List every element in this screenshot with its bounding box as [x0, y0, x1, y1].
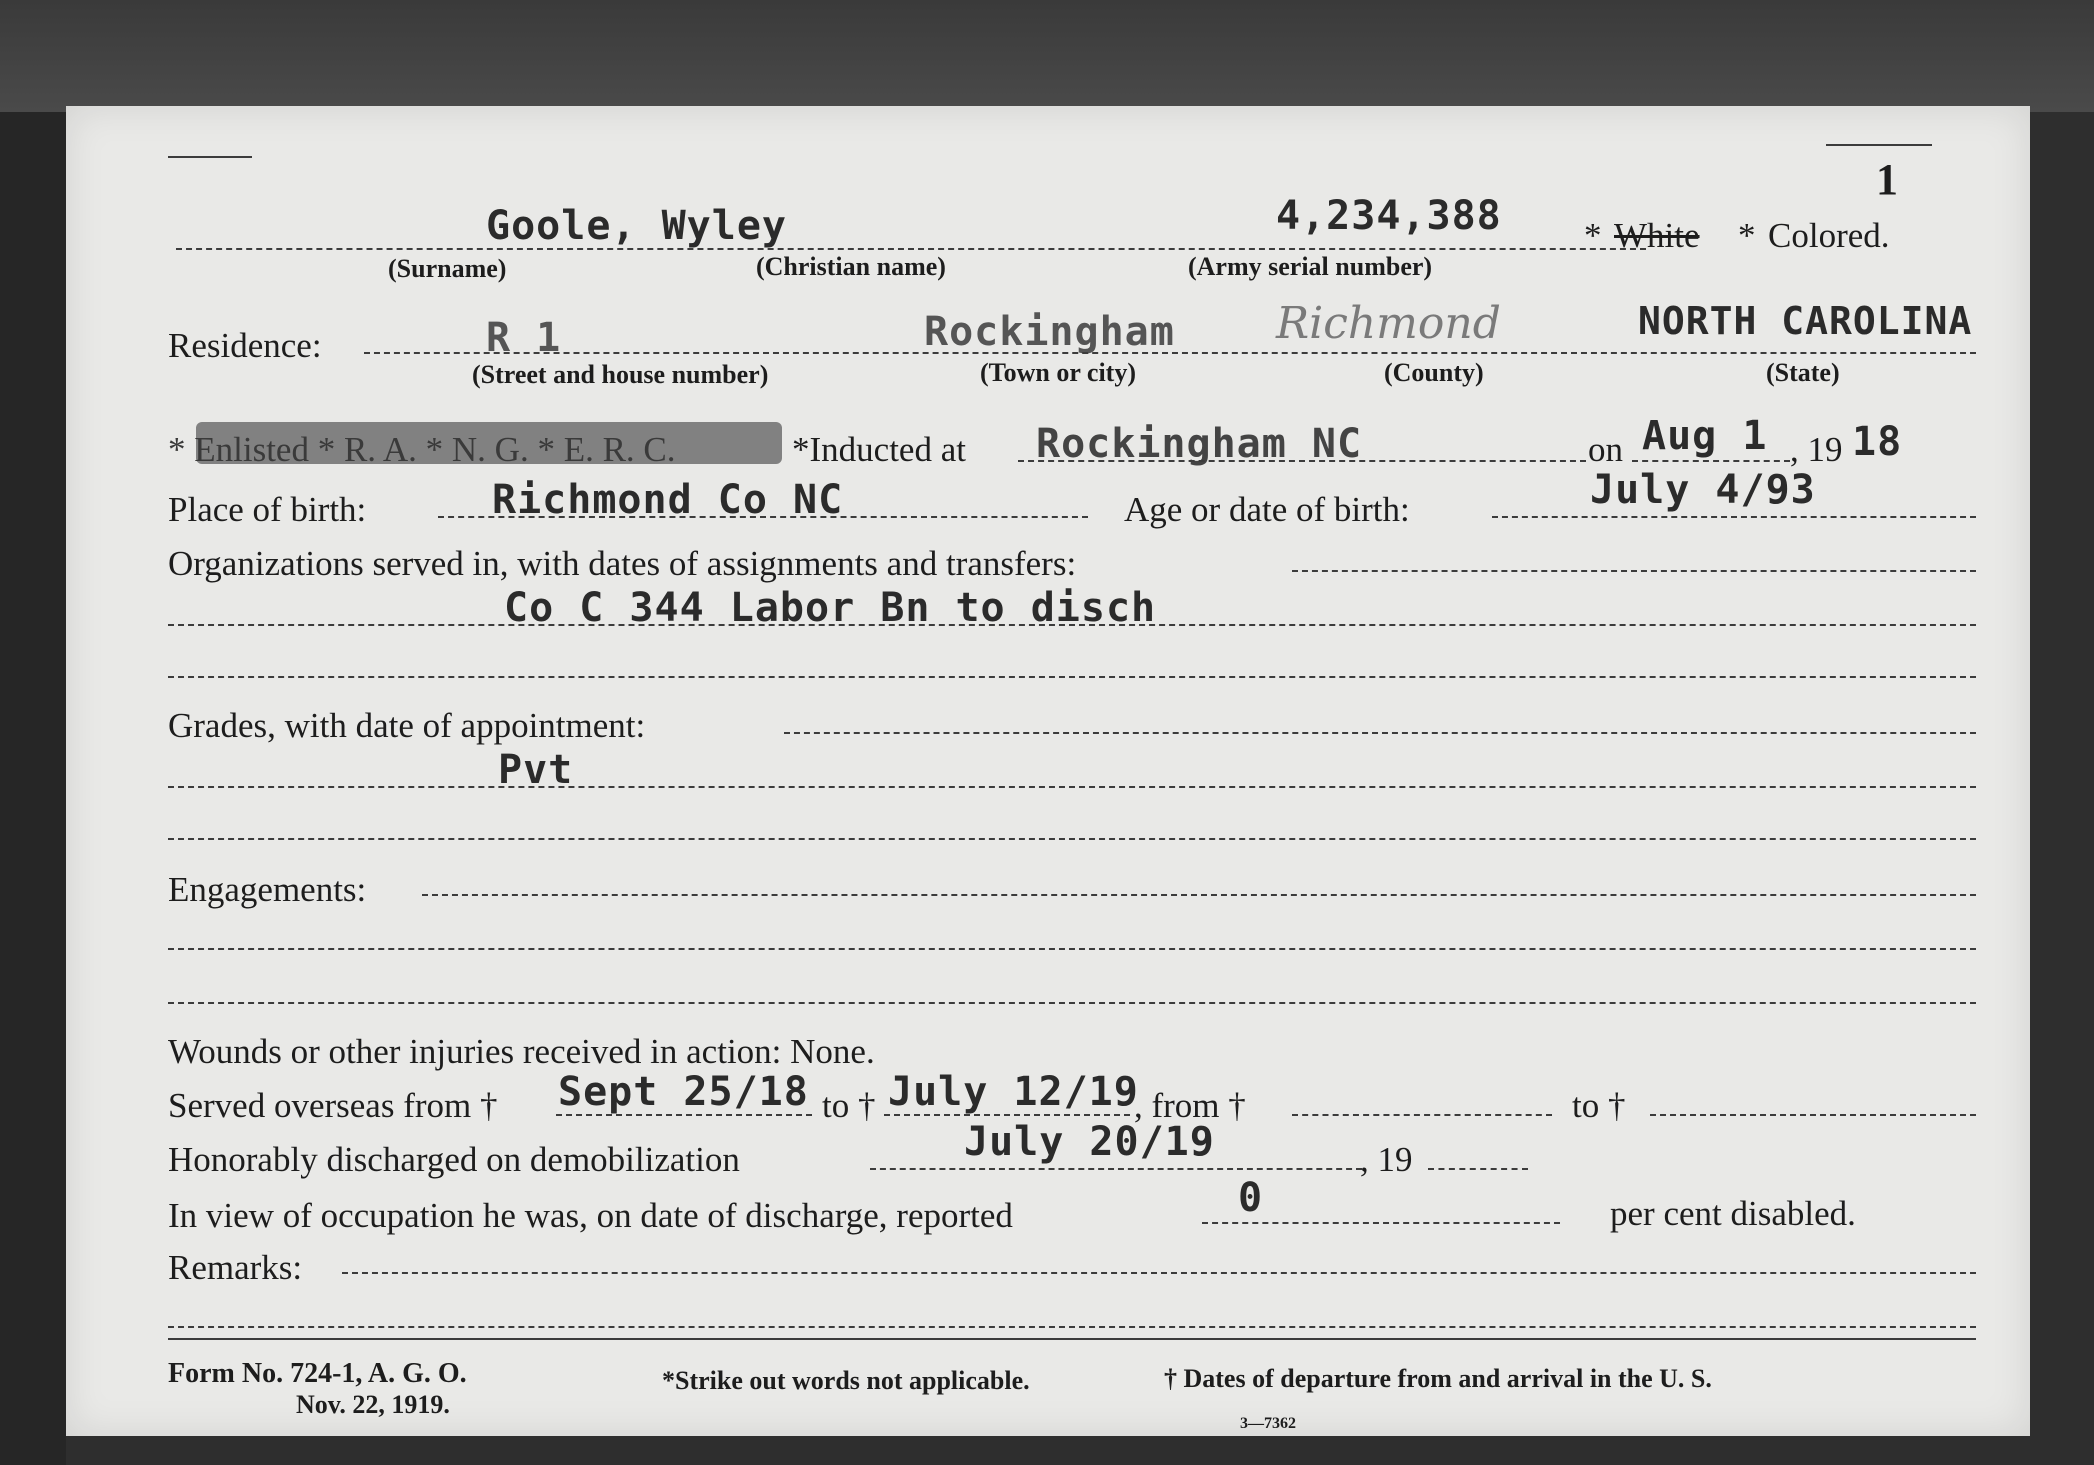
- remarks-line-2: [168, 1326, 1976, 1328]
- from-label-2: , from †: [1134, 1086, 1246, 1125]
- grades-line-1: [784, 732, 1976, 734]
- inducted-line: [1018, 460, 1586, 462]
- discharge-year-line: [1428, 1168, 1528, 1170]
- race-colored: Colored.: [1768, 216, 1890, 255]
- grades-line-2: [168, 786, 1976, 788]
- discharge-label: Honorably discharged on demobilization: [168, 1140, 740, 1179]
- residence-line: [364, 352, 1976, 354]
- engagements-line-1: [422, 894, 1976, 896]
- second-to-line: [1650, 1114, 1976, 1116]
- second-from-line: [1292, 1114, 1552, 1116]
- age-value: July 4/93: [1590, 467, 1816, 513]
- remarks-line-1: [342, 1272, 1976, 1274]
- street-value: R 1: [486, 315, 562, 361]
- top-right-rule: [1826, 144, 1932, 146]
- scan-background-top: [0, 0, 2094, 112]
- service-record-card: [66, 106, 2030, 1436]
- race-white: White: [1614, 216, 1700, 255]
- grades-label: Grades, with date of appointment:: [168, 706, 646, 745]
- overseas-from-line: [556, 1114, 812, 1116]
- disability-suffix: per cent disabled.: [1610, 1194, 1856, 1233]
- engagements-line-2: [168, 948, 1976, 950]
- county-value: Richmond: [1276, 298, 1501, 349]
- race-asterisk-1: *: [1584, 216, 1602, 255]
- organizations-value: Co C 344 Labor Bn to disch: [504, 585, 1157, 631]
- inducted-label: *Inducted at: [792, 430, 966, 469]
- card-number: 1: [1876, 155, 1898, 204]
- race-asterisk-2: *: [1738, 216, 1756, 255]
- christian-name-label: (Christian name): [756, 252, 946, 281]
- organizations-line-2: [168, 624, 1976, 626]
- surname-label: (Surname): [388, 254, 507, 283]
- on-label: on: [1588, 430, 1623, 469]
- birthplace-line: [438, 516, 1088, 518]
- disability-line: [1202, 1222, 1560, 1224]
- grades-value: Pvt: [498, 747, 574, 793]
- disability-value: 0: [1238, 1175, 1264, 1221]
- inducted-place-value: Rockingham NC: [1036, 421, 1363, 467]
- state-value: NORTH CAROLINA: [1638, 299, 1973, 343]
- age-line: [1492, 516, 1976, 518]
- organizations-line-1: [1292, 570, 1976, 572]
- discharge-line: [870, 1168, 1362, 1170]
- town-value: Rockingham: [924, 309, 1175, 355]
- name-line: [176, 248, 1646, 250]
- form-date: Nov. 22, 1919.: [296, 1390, 450, 1419]
- residence-label: Residence:: [168, 326, 322, 365]
- age-label: Age or date of birth:: [1124, 490, 1410, 529]
- induction-year-value: 18: [1852, 419, 1903, 465]
- state-label: (State): [1766, 358, 1840, 387]
- army-serial-label: (Army serial number): [1188, 252, 1433, 281]
- discharge-value: July 20/19: [964, 1119, 1215, 1165]
- town-label: (Town or city): [980, 358, 1136, 387]
- enlisted-options: * Enlisted * R. A. * N. G. * E. R. C.: [168, 430, 676, 469]
- engagements-line-3: [168, 1002, 1976, 1004]
- induction-date-line: [1632, 460, 1790, 462]
- serial-value: 4,234,388: [1276, 193, 1502, 239]
- footer-rule: [168, 1338, 1976, 1340]
- grades-line-3: [168, 838, 1976, 840]
- street-label: (Street and house number): [472, 360, 769, 389]
- overseas-from-value: Sept 25/18: [558, 1069, 809, 1115]
- organizations-label: Organizations served in, with dates of assignments and transfers:: [168, 544, 1077, 583]
- to-label-2: to †: [1572, 1086, 1626, 1125]
- disability-label: In view of occupation he was, on date of discharge, reported: [168, 1196, 1013, 1235]
- birthplace-label: Place of birth:: [168, 490, 367, 529]
- print-code: 3—7362: [1240, 1415, 1296, 1432]
- name-value: Goole, Wyley: [486, 203, 787, 249]
- birthplace-value: Richmond Co NC: [492, 477, 844, 523]
- to-label-1: to †: [822, 1086, 876, 1125]
- form-number: Form No. 724-1, A. G. O.: [168, 1358, 467, 1389]
- overseas-label: Served overseas from †: [168, 1086, 498, 1125]
- organizations-line-3: [168, 676, 1976, 678]
- overseas-to-line: [884, 1114, 1130, 1116]
- overseas-to-value: July 12/19: [888, 1069, 1139, 1115]
- dates-note: † Dates of departure from and arrival in the U. S.: [1164, 1364, 1712, 1393]
- scan-background-left: [0, 112, 66, 1465]
- remarks-label: Remarks:: [168, 1248, 303, 1287]
- top-left-rule: [168, 156, 252, 158]
- strike-note: *Strike out words not applicable.: [662, 1366, 1030, 1395]
- engagements-label: Engagements:: [168, 870, 367, 909]
- discharge-year-suffix: , 19: [1360, 1140, 1413, 1179]
- induction-date-value: Aug 1: [1642, 413, 1768, 459]
- year-prefix: , 19: [1790, 430, 1843, 469]
- wounds-label: Wounds or other injuries received in action: None.: [168, 1032, 875, 1071]
- county-label: (County): [1384, 358, 1484, 387]
